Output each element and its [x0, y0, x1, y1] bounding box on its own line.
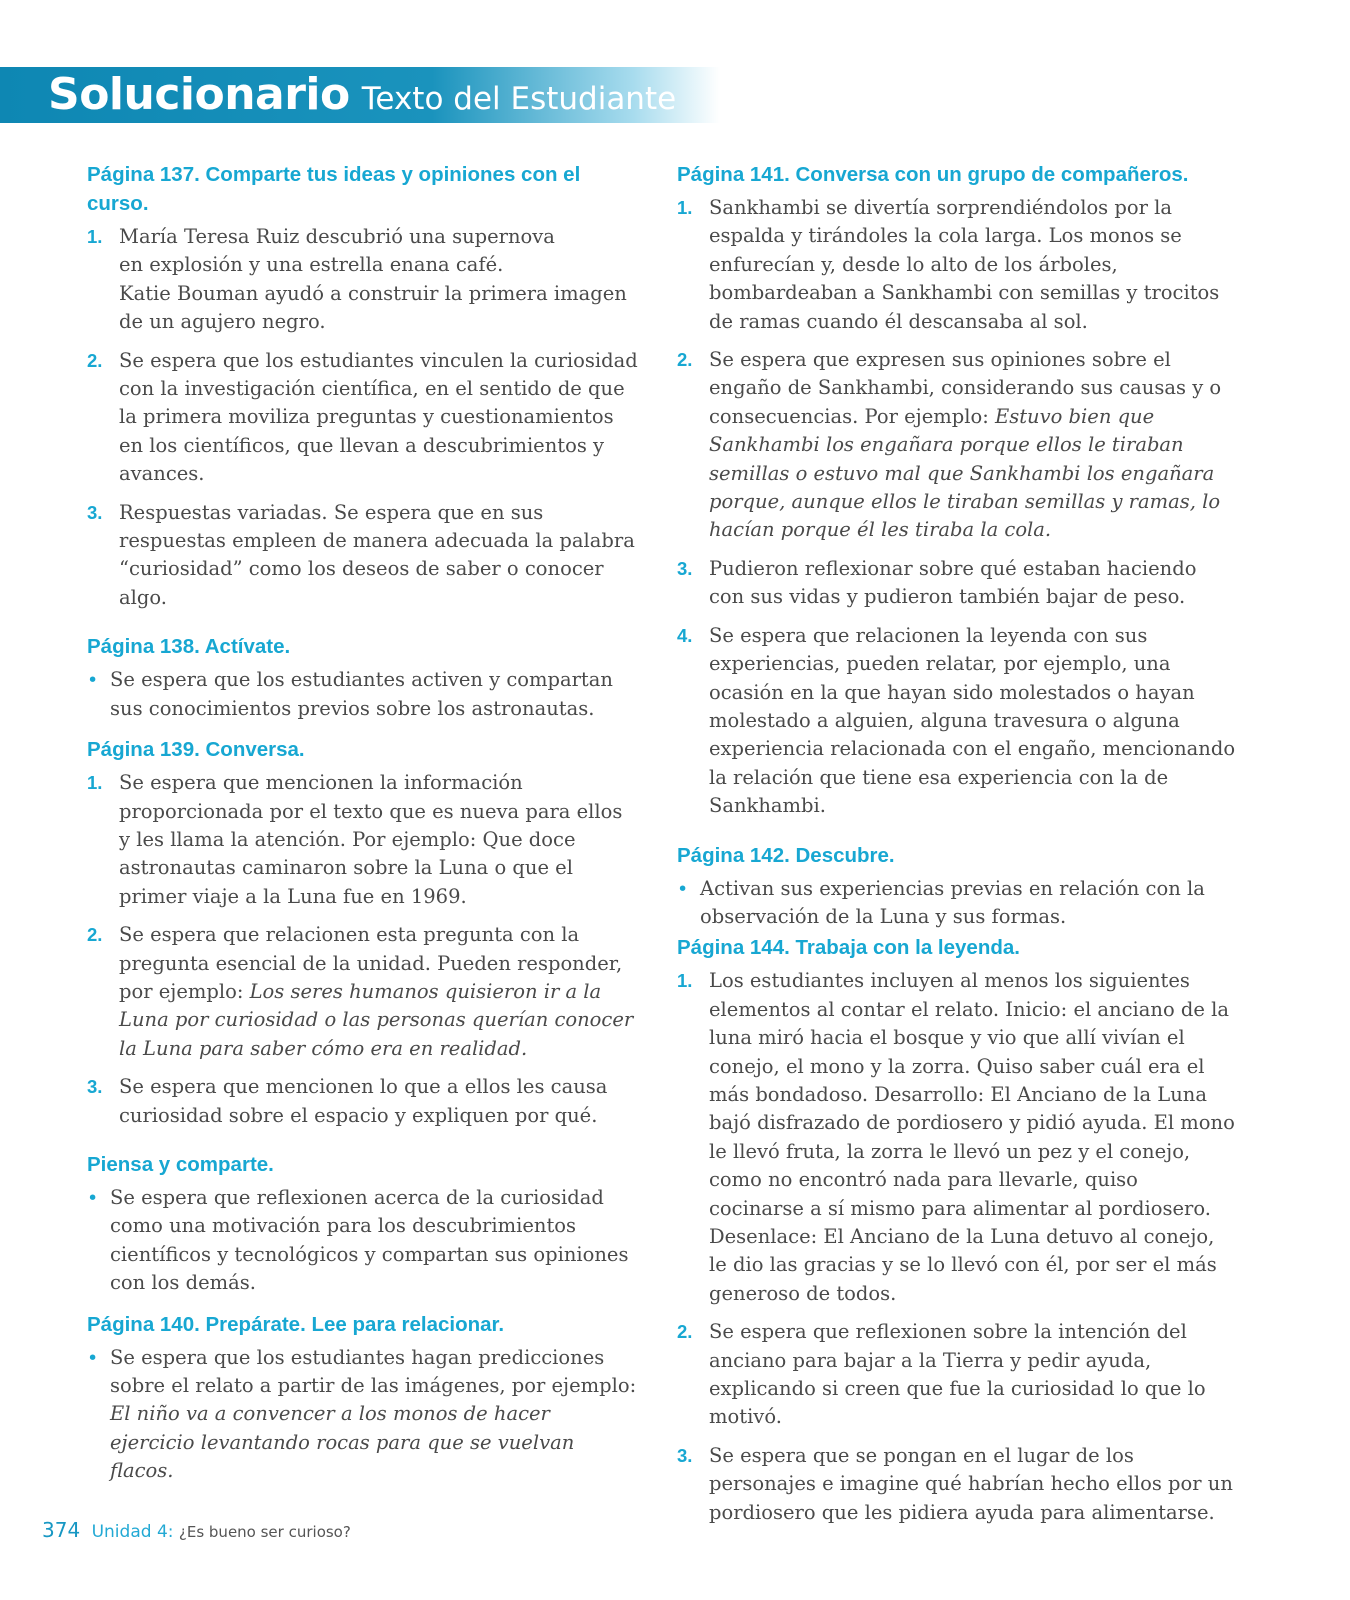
page-footer [42, 1518, 351, 1542]
item-text [119, 921, 639, 1063]
section-heading-139: Página 139. Conversa. [87, 738, 305, 762]
item-text: Se espera que los estudiantes activen y compartan sus conocimientos previos sobre los astronautas. [110, 668, 613, 720]
left-column [87, 160, 639, 1496]
item-number: 2. [677, 349, 693, 371]
item-text [110, 1344, 639, 1486]
section-heading-137: Página 137. Comparte tus ideas y opiniones con el curso. [87, 163, 581, 215]
header-title: Solucionario [48, 69, 350, 120]
section-heading-piensa: Piensa y comparte. [87, 1152, 274, 1176]
bullet-item [87, 1184, 639, 1298]
list-item [677, 555, 1237, 612]
footer-question: ¿Es bueno ser curioso? [178, 1523, 351, 1541]
item-number: 4. [677, 624, 693, 646]
item-text-line: Katie Bouman ayudó a construir la primera imagen de un agujero negro. [119, 281, 627, 334]
item-text: Se espera que mencionen la información proporcionada por el texto que es nueva para ellos y les llama la atención. Por ejemplo: Que doce astronautas caminaron sobre la Luna o que el primer viaje a la Luna fue en 1969. [119, 771, 623, 908]
bullet-icon: • [677, 877, 689, 900]
list-item [677, 622, 1237, 821]
item-text [119, 223, 639, 337]
bullet-icon: • [87, 1346, 99, 1369]
item-number: 1. [87, 226, 103, 247]
item-text: Se espera que reflexionen acerca de la curiosidad como una motivación para los descubrimientos científicos y tecnológicos y compartan sus opiniones con los demás. [110, 1185, 629, 1295]
item-text-plain: Se espera que relacionen esta pregunta con la pregunta esencial de la unidad. Pueden responder, por ejemplo: [119, 923, 623, 1003]
list-item [677, 346, 1237, 545]
item-number: 1. [677, 197, 693, 218]
item-text: Se espera que mencionen lo que a ellos les causa curiosidad sobre el espacio y expliquen por qué. [119, 1075, 608, 1127]
bullet-item [87, 1344, 639, 1486]
section-heading-140: Página 140. Prepárate. Lee para relacionar. [87, 1312, 505, 1336]
item-number: 3. [677, 1444, 693, 1466]
item-text: Sankhambi se divertía sorprendiéndolos por la espalda y tirándoles la cola larga. Los monos se enfurecían y, desde lo alto de los árboles, bombardeaban a Sankhambi con semillas y trocitos de ramas cuando él descansaba al sol. [709, 196, 1220, 333]
item-text: Se espera que relacionen la leyenda con sus experiencias, pueden relatar, por ejemplo, una ocasión en la que hayan sido molestados o hayan molestado a alguien, alguna travesura o alguna experiencia relacionada con el engaño, mencionando la relación que tiene esa experiencia con la de Sankhambi. [709, 623, 1236, 818]
item-text-italic: Estuvo bien que Sankhambi los engañara porque ellos le tiraban semillas o estuvo mal que Sankhambi los engañara porque, aunque ellos le tiraban semillas y ramas, lo hacían porque él les tiraba la cola. [709, 404, 1221, 542]
item-text: Respuestas variadas. Se espera que en sus respuestas empleen de manera adecuada la palabra “curiosidad” como los deseos de saber o conocer algo. [119, 500, 635, 609]
header-subtitle: Texto del Estudiante [361, 81, 677, 117]
item-text-plain: Se espera que los estudiantes hagan predicciones sobre el relato a partir de las imágenes, por ejemplo: [110, 1345, 637, 1397]
section-heading-142: Página 142. Descubre. [677, 843, 895, 867]
item-text: Se espera que reflexionen sobre la intención del anciano para bajar a la Tierra y pedir ayuda, explicando si creen que fue la curiosidad lo que lo motivó. [709, 1320, 1206, 1429]
list-item [87, 499, 639, 613]
header [48, 66, 676, 122]
list-item [87, 347, 639, 489]
list-item [87, 223, 639, 337]
list-item [87, 921, 639, 1063]
item-text: Pudieron reflexionar sobre qué estaban haciendo con sus vidas y pudieron también bajar de peso. [709, 556, 1197, 609]
item-number: 1. [87, 772, 103, 794]
footer-unit: Unidad 4: [91, 1522, 174, 1542]
list-item [87, 769, 639, 911]
list-item [87, 1073, 639, 1130]
section-heading-138: Página 138. Actívate. [87, 635, 291, 659]
item-text [709, 346, 1237, 545]
bullet-icon: • [87, 1186, 99, 1209]
item-text-italic: Los seres humanos quisieron ir a la Luna por curiosidad o las personas querían conocer la Luna para saber cómo era en realidad. [119, 979, 634, 1060]
item-text: Activan sus experiencias previas en relación con la observación de la Luna y sus formas. [700, 876, 1205, 928]
item-number: 2. [87, 349, 103, 371]
section-heading-141: Página 141. Conversa con un grupo de compañeros. [677, 163, 1189, 186]
item-text: Los estudiantes incluyen al menos los siguientes elementos al contar el relato. Inicio: el anciano de la luna miró hacia el bosque y vio que allí vivían el conejo, el mono y la zorra. Quiso saber cuál era el más bondadoso. Desarrollo: El Anciano de la Luna bajó disfrazado de pordiosero y pidió ayuda. El mono le llevó fruta, la zorra le llevó un pez y el conejo, como no encontró nada para llevarle, quiso cocinarse a sí mismo para alimentar al pordiosero. Desenlace: El Anciano de la Luna detuvo al conejo, le dio las gracias y se lo llevó con él, por ser el más generoso de todos. [709, 969, 1235, 1305]
item-text-line: María Teresa Ruiz descubrió una supernova en explosión y una estrella enana café. [119, 225, 555, 277]
list-item [677, 967, 1237, 1308]
item-number: 3. [87, 501, 103, 523]
bullet-icon: • [87, 669, 99, 692]
right-column [677, 160, 1237, 1537]
section-heading-144: Página 144. Trabaja con la leyenda. [677, 936, 1020, 960]
item-number: 3. [677, 557, 693, 579]
page-number: 374 [42, 1518, 81, 1542]
list-item [677, 1318, 1237, 1432]
list-item [677, 194, 1237, 336]
item-text-plain: Se espera que expresen sus opiniones sobre el engaño de Sankhambi, considerando sus causas y o consecuencias. Por ejemplo: [709, 348, 1222, 428]
item-number: 2. [677, 1321, 693, 1343]
item-number: 3. [87, 1076, 103, 1098]
bullet-item [87, 666, 639, 723]
item-text: Se espera que se pongan en el lugar de los personajes e imagine qué habrían hecho ellos por un pordiosero que les pidiera ayuda para alimentarse. [709, 1443, 1233, 1524]
list-item [677, 1442, 1237, 1527]
bullet-item [677, 875, 1237, 932]
item-text-italic: El niño va a convencer a los monos de hacer ejercicio levantando rocas para que se vuelvan flacos. [110, 1402, 575, 1483]
item-number: 1. [677, 970, 693, 992]
item-number: 2. [87, 924, 103, 946]
item-text: Se espera que los estudiantes vinculen la curiosidad con la investigación científica, en el sentido de que la primera moviliza preguntas y cuestionamientos en los científicos, que llevan a descubrimientos y avances. [119, 348, 638, 486]
